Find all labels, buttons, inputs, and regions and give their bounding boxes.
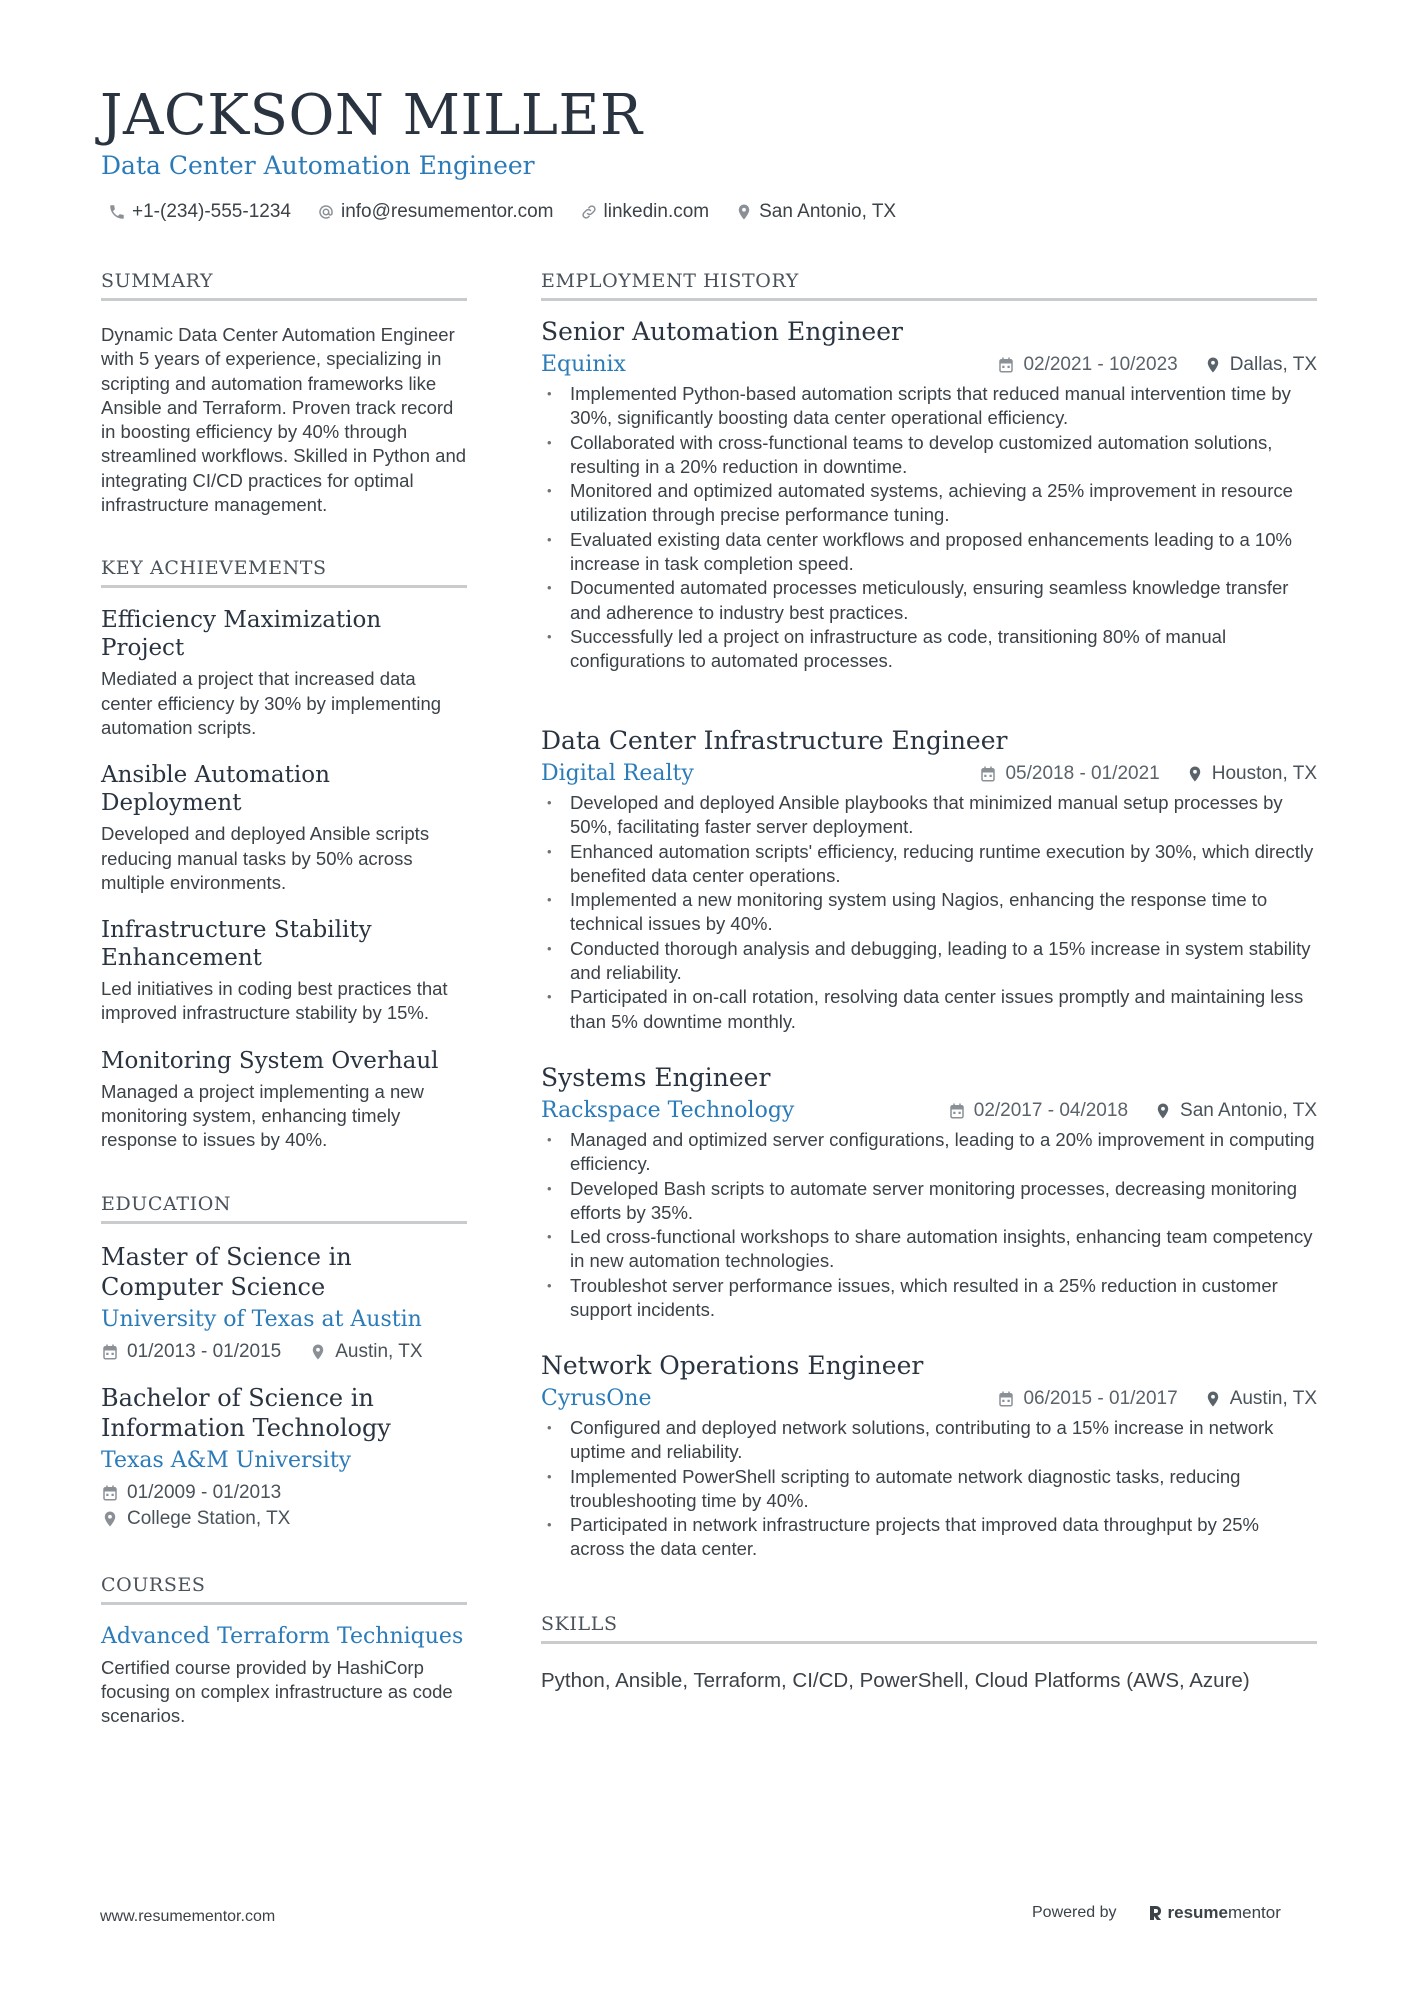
job-bullet: • Participated in network infrastructure projects that improved data throughput by 25% across the data center. <box>541 1513 1317 1562</box>
job-bullet: • Troubleshot server performance issues, which resulted in a 25% reduction in customer support incidents. <box>541 1274 1317 1323</box>
job-bullet: • Implemented Python-based automation scripts that reduced manual intervention time by 30%, significantly boosting data center operational efficiency. <box>541 382 1317 431</box>
course-title[interactable]: Advanced Terraform Techniques <box>101 1623 464 1649</box>
brand-logo[interactable] <box>1147 1903 1281 1923</box>
job-bullets <box>541 382 1317 674</box>
achievement-text: Managed a project implementing a new monitoring system, enhancing timely response to issues by 40%. <box>101 1080 424 1151</box>
job-bullet: • Collaborated with cross-functional teams to develop customized automation solutions, resulting in a 20% reduction in downtime. <box>541 431 1317 480</box>
job-entry <box>541 316 1317 674</box>
job-dates: 02/2017 - 04/2018 <box>973 1100 1129 1121</box>
job-entry <box>541 725 1317 1034</box>
contact-email[interactable] <box>317 199 554 225</box>
footer-branding <box>1032 1903 1281 1923</box>
course-text: Certified course provided by HashiCorp focusing on complex infrastructure as code scenarios. <box>101 1656 453 1727</box>
job-title: Data Center Infrastructure Engineer <box>541 726 1008 755</box>
calendar-icon <box>948 1102 966 1120</box>
job-row <box>541 1096 1317 1126</box>
education-location: Austin, TX <box>335 1340 423 1362</box>
job-location: Dallas, TX <box>1229 354 1317 375</box>
achievement-title: Ansible Automation Deployment <box>101 762 330 817</box>
education-dates: 01/2009 - 01/2013 <box>127 1481 282 1503</box>
job-meta <box>948 1100 1317 1122</box>
school-name: Texas A&M University <box>101 1447 352 1473</box>
calendar-icon <box>101 1484 119 1502</box>
map-pin-icon <box>1204 356 1222 374</box>
job-bullets <box>541 1416 1317 1562</box>
education-meta <box>101 1339 467 1365</box>
achievement-title: Monitoring System Overhaul <box>101 1047 439 1074</box>
job-dates: 06/2015 - 01/2017 <box>1023 1388 1178 1409</box>
job-bullet: • Implemented a new monitoring system using Nagios, enhancing the response time to technical issues by 40%. <box>541 888 1317 937</box>
map-pin-icon <box>309 1343 327 1361</box>
job-location: Austin, TX <box>1229 1388 1317 1409</box>
contact-bar <box>108 199 922 225</box>
map-pin-icon <box>1186 765 1204 783</box>
achievement-text: Developed and deployed Ansible scripts reducing manual tasks by 50% across multiple environments. <box>101 823 430 893</box>
linkedin-text: linkedin.com <box>603 201 710 222</box>
contact-linkedin[interactable] <box>580 199 710 225</box>
achievements-section <box>101 555 467 1152</box>
calendar-icon <box>101 1343 119 1361</box>
courses-section <box>101 1572 467 1729</box>
job-bullet: • Developed Bash scripts to automate server monitoring processes, decreasing monitoring efforts by 35%. <box>541 1177 1317 1226</box>
education-meta <box>101 1506 467 1532</box>
brand-name-light: mentor <box>1227 1903 1281 1922</box>
job-bullet: • Monitored and optimized automated systems, achieving a 25% improvement in resource utilization through precise performance tuning. <box>541 479 1317 528</box>
job-bullet: • Participated in on-call rotation, resolving data center issues promptly and maintaining less than 5% downtime monthly. <box>541 985 1317 1034</box>
degree-title: Master of Science in Computer Science <box>101 1242 352 1301</box>
map-pin-icon <box>1154 1102 1172 1120</box>
calendar-icon <box>997 1390 1015 1408</box>
job-dates: 02/2021 - 10/2023 <box>1023 354 1178 375</box>
education-item <box>101 1383 467 1532</box>
job-row <box>541 1384 1317 1414</box>
phone-text: +1-(234)-555-1234 <box>132 201 291 222</box>
achievement-text: Mediated a project that increased data center efficiency by 30% by implementing automation scripts. <box>101 668 442 738</box>
courses-heading: COURSES <box>101 1572 467 1605</box>
job-bullet: • Developed and deployed Ansible playbooks that minimized manual setup processes by 50%, facilitating faster server deployment. <box>541 791 1317 840</box>
calendar-icon <box>997 356 1015 374</box>
left-column <box>101 268 467 1729</box>
job-dates: 05/2018 - 01/2021 <box>1005 763 1160 784</box>
job-bullet: • Managed and optimized server configurations, leading to a 20% improvement in computing efficiency. <box>541 1128 1317 1177</box>
job-bullets <box>541 1128 1317 1322</box>
achievement-item <box>101 761 467 895</box>
job-title: Network Operations Engineer <box>541 1351 924 1380</box>
contact-phone[interactable] <box>108 199 291 225</box>
achievement-item <box>101 606 467 740</box>
education-meta <box>101 1480 467 1506</box>
job-row <box>541 350 1317 380</box>
map-pin-icon <box>101 1510 119 1528</box>
achievement-item <box>101 1047 467 1153</box>
skills-section <box>541 1611 1317 1694</box>
job-company[interactable]: Equinix <box>541 352 626 377</box>
phone-icon <box>108 203 126 221</box>
achievement-title: Efficiency Maximization Project <box>101 607 382 662</box>
job-entry <box>541 1350 1317 1562</box>
job-bullet: • Enhanced automation scripts' efficiency, reducing runtime execution by 30%, which directly benefited data center operations. <box>541 840 1317 889</box>
skills-text: Python, Ansible, Terraform, CI/CD, PowerShell, Cloud Platforms (AWS, Azure) <box>541 1669 1250 1692</box>
job-location: Houston, TX <box>1211 763 1317 784</box>
job-meta <box>979 763 1317 785</box>
link-icon <box>580 203 598 221</box>
at-sign-icon <box>317 203 335 221</box>
summary-section <box>101 268 467 517</box>
resumementor-logo-icon <box>1147 1904 1163 1922</box>
job-entry <box>541 1062 1317 1322</box>
job-bullet: • Documented automated processes meticulously, ensuring seamless knowledge transfer and adherence to industry best practices. <box>541 576 1317 625</box>
job-company[interactable]: Digital Realty <box>541 761 694 786</box>
job-bullet: • Conducted thorough analysis and debugging, leading to a 15% increase in system stability and reliability. <box>541 937 1317 986</box>
email-text: info@resumementor.com <box>340 201 554 222</box>
education-section <box>101 1191 467 1532</box>
achievements-heading: KEY ACHIEVEMENTS <box>101 555 467 588</box>
powered-by-text: Powered by <box>1032 1904 1117 1921</box>
summary-heading: SUMMARY <box>101 268 467 301</box>
brand-name-bold: resume <box>1167 1903 1228 1922</box>
achievement-item <box>101 916 467 1026</box>
location-text: San Antonio, TX <box>759 201 897 222</box>
calendar-icon <box>979 765 997 783</box>
job-title: Senior Automation Engineer <box>541 317 903 346</box>
job-title: Systems Engineer <box>541 1063 771 1092</box>
candidate-role: Data Center Automation Engineer <box>101 151 535 180</box>
contact-location <box>735 199 896 225</box>
job-meta <box>997 354 1317 376</box>
education-heading: EDUCATION <box>101 1191 467 1224</box>
achievement-text: Led initiatives in coding best practices that improved infrastructure stability by 15%. <box>101 978 448 1024</box>
job-bullet: • Evaluated existing data center workflows and proposed enhancements leading to a 10% increase in task completion speed. <box>541 528 1317 577</box>
job-bullet: • Successfully led a project on infrastructure as code, transitioning 80% of manual configurations to automated processes. <box>541 625 1317 674</box>
job-company[interactable]: CyrusOne <box>541 1386 652 1411</box>
job-bullets <box>541 791 1317 1034</box>
candidate-name: JACKSON MILLER <box>100 83 643 148</box>
right-column <box>541 268 1317 1692</box>
education-location: College Station, TX <box>127 1507 291 1529</box>
job-row <box>541 759 1317 789</box>
school-name: University of Texas at Austin <box>101 1306 422 1332</box>
job-bullet: • Led cross-functional workshops to share automation insights, enhancing team competency in new automation technologies. <box>541 1225 1317 1274</box>
footer-website[interactable]: www.resumementor.com <box>100 1908 276 1925</box>
job-company[interactable]: Rackspace Technology <box>541 1098 795 1123</box>
employment-heading: EMPLOYMENT HISTORY <box>541 268 1317 301</box>
job-meta <box>997 1388 1317 1410</box>
summary-text: Dynamic Data Center Automation Engineer with 5 years of experience, specializing in scripting and automation frameworks like Ansible and Terraform. Proven track record in boosting efficiency by 40% through streamlined workflows. Skilled in Python and integrating CI/CD practices for optimal infrastructure management. <box>101 324 467 516</box>
skills-heading: SKILLS <box>541 1611 1317 1644</box>
map-pin-icon <box>1204 1390 1222 1408</box>
job-location: San Antonio, TX <box>1180 1100 1317 1121</box>
achievement-title: Infrastructure Stability Enhancement <box>101 917 372 972</box>
education-item <box>101 1242 467 1365</box>
job-bullet: • Configured and deployed network solutions, contributing to a 15% increase in network uptime and reliability. <box>541 1416 1317 1465</box>
map-pin-icon <box>735 203 753 221</box>
course-item <box>101 1623 467 1729</box>
education-dates: 01/2013 - 01/2015 <box>127 1340 282 1362</box>
job-bullet: • Implemented PowerShell scripting to automate network diagnostic tasks, reducing troubleshooting time by 40%. <box>541 1465 1317 1514</box>
degree-title: Bachelor of Science in Information Technology <box>101 1383 391 1442</box>
